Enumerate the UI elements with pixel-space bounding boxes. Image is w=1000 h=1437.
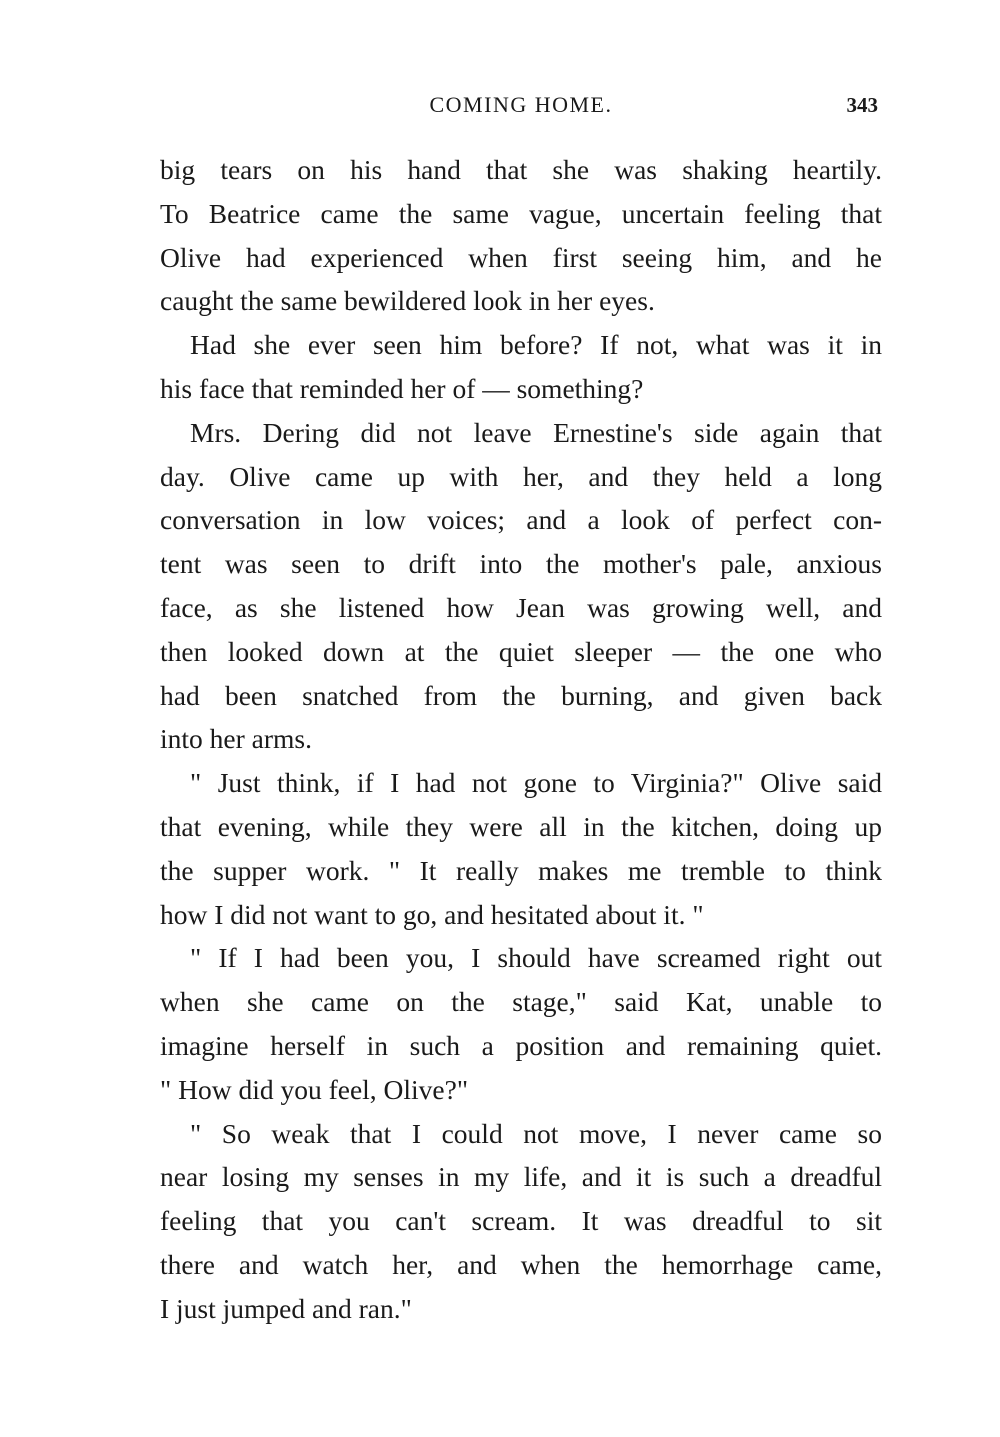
text-line: conversation in low voices; and a look of perfect con-: [160, 504, 882, 536]
text-line: imagine herself in such a position and remaining quiet.: [160, 1029, 882, 1061]
text-line: had been snatched from the burning, and given back: [160, 679, 882, 711]
text-line: " Just think, if I had not gone to Virginia?" Olive said: [190, 767, 882, 799]
page-header: [160, 88, 882, 122]
text-line: Olive had experienced when first seeing him, and he: [160, 241, 882, 273]
text-line: into her arms.: [160, 723, 312, 755]
paragraph: [160, 148, 882, 323]
text-line: To Beatrice came the same vague, uncertain feeling that: [160, 197, 882, 229]
text-line: how I did not want to go, and hesitated about it. ": [160, 898, 704, 930]
text-line: caught the same bewildered look in her eyes.: [160, 285, 655, 317]
text-line: when she came on the stage," said Kat, unable to: [160, 986, 882, 1018]
text-line: tent was seen to drift into the mother's pale, anxious: [160, 548, 882, 580]
text-line: face, as she listened how Jean was growing well, and: [160, 591, 882, 623]
paragraph: [160, 411, 882, 761]
text-line: there and watch her, and when the hemorrhage came,: [160, 1248, 882, 1280]
text-line: that evening, while they were all in the kitchen, doing up: [160, 810, 882, 842]
text-line: day. Olive came up with her, and they held a long: [160, 460, 882, 492]
text-line: Had she ever seen him before? If not, what was it in: [190, 329, 882, 361]
text-line: " So weak that I could not move, I never came so: [190, 1117, 882, 1149]
text-line: big tears on his hand that she was shaking heartily.: [160, 154, 882, 185]
paragraph: [160, 323, 882, 411]
page-number: 343: [846, 93, 878, 117]
text-line: the supper work. " It really makes me tremble to think: [160, 854, 882, 886]
paragraph: [160, 1112, 882, 1331]
text-line: then looked down at the quiet sleeper — the one who: [160, 635, 882, 667]
text-line: " How did you feel, Olive?": [160, 1073, 469, 1105]
text-line: near losing my senses in my life, and it is such a dreadful: [160, 1161, 882, 1193]
text-line: I just jumped and ran.": [160, 1292, 412, 1324]
running-title: COMING HOME.: [429, 92, 613, 117]
paragraph: [160, 761, 882, 936]
text-line: Mrs. Dering did not leave Ernestine's side again that: [190, 416, 882, 448]
body-text: [160, 148, 882, 1331]
paragraph: [160, 936, 882, 1111]
text-line: feeling that you can't scream. It was dreadful to sit: [160, 1205, 882, 1237]
text-line: " If I had been you, I should have screamed right out: [190, 942, 882, 974]
text-line: his face that reminded her of — something?: [160, 372, 644, 404]
